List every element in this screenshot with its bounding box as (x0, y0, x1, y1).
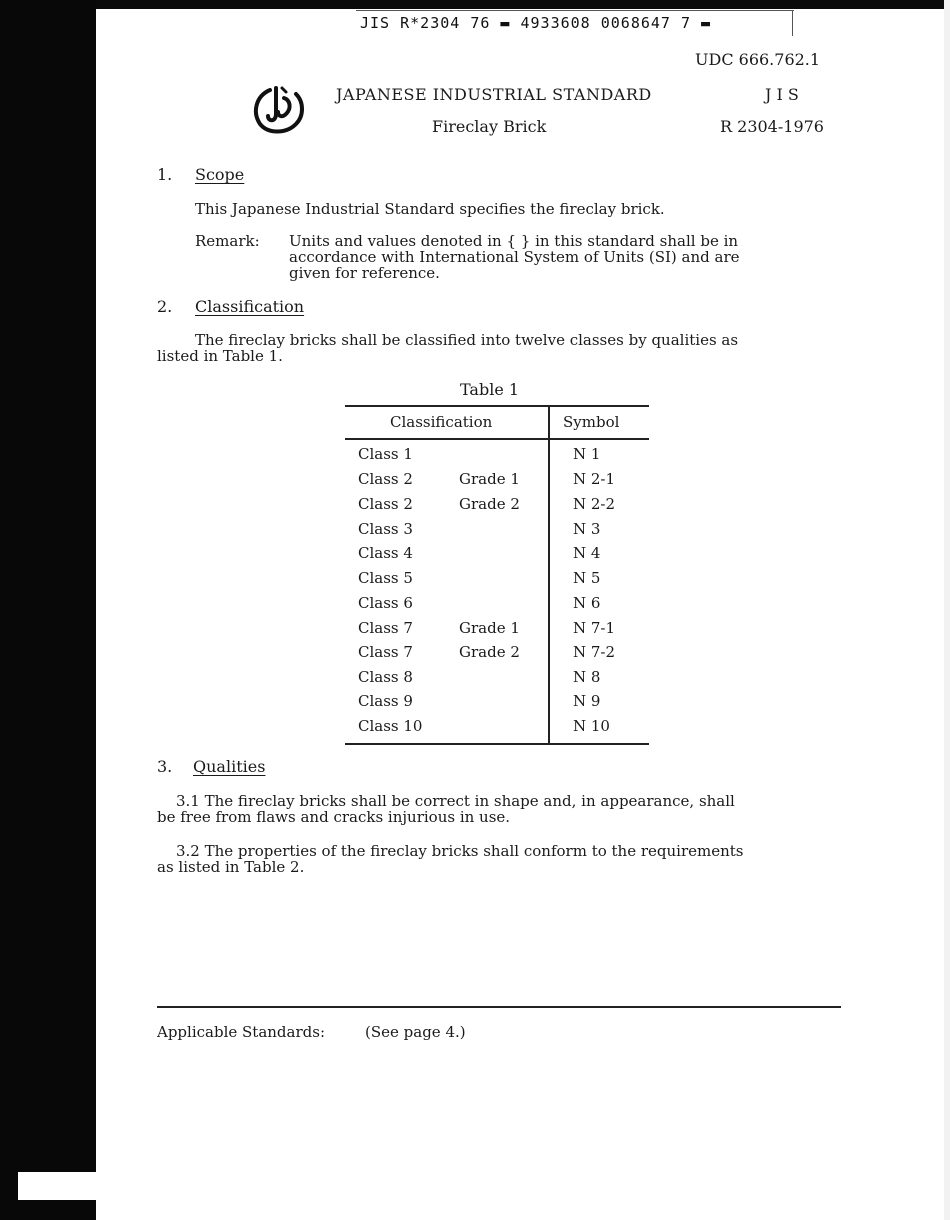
jis-label: J I S (765, 85, 799, 104)
row-grade: Grade 1 (459, 619, 520, 637)
header-code-tick (792, 10, 793, 36)
footer-rule (157, 1006, 841, 1008)
row-symbol: N 1 (573, 445, 601, 463)
row-class: Class 8 (358, 668, 413, 686)
header-code-line (356, 10, 794, 11)
scan-border-notch (18, 1172, 96, 1200)
qualities-number: 3. (157, 757, 173, 776)
classification-heading: Classification (195, 297, 305, 316)
row-symbol: N 10 (573, 717, 610, 735)
row-grade: Grade 1 (459, 470, 520, 488)
row-symbol: N 6 (573, 594, 601, 612)
row-class: Class 4 (358, 544, 413, 562)
table-header-symbol: Symbol (563, 413, 620, 431)
row-class: Class 10 (358, 717, 423, 735)
row-class: Class 5 (358, 569, 413, 587)
table-caption: Table 1 (460, 380, 520, 399)
qualities-3-2-line-2: as listed in Table 2. (157, 858, 305, 876)
classification-number: 2. (157, 297, 173, 316)
scope-text: This Japanese Industrial Standard specifies the fireclay brick. (195, 200, 665, 218)
standard-org-name: JAPANESE INDUSTRIAL STANDARD (336, 85, 652, 104)
row-class: Class 2 (358, 470, 413, 488)
row-symbol: N 8 (573, 668, 601, 686)
row-class: Class 1 (358, 445, 413, 463)
qualities-heading: Qualities (193, 757, 266, 776)
scan-border-top (96, 0, 950, 9)
row-grade: Grade 2 (459, 643, 520, 661)
row-symbol: N 9 (573, 692, 601, 710)
applicable-standards-label: Applicable Standards: (157, 1023, 325, 1041)
row-symbol: N 7-2 (573, 643, 616, 661)
row-symbol: N 4 (573, 544, 601, 562)
scan-border-right (944, 0, 950, 1220)
table-column-divider (548, 405, 550, 744)
applicable-standards-ref: (See page 4.) (365, 1023, 466, 1041)
qualities-3-1-line-1: 3.1 The fireclay bricks shall be correct in shape and, in appearance, shall (176, 792, 735, 810)
row-symbol: N 3 (573, 520, 601, 538)
row-class: Class 7 (358, 643, 413, 661)
qualities-3-1-line-2: be free from flaws and cracks injurious in use. (157, 808, 511, 826)
standard-number: R 2304-1976 (720, 117, 824, 136)
classification-line-1: The fireclay bricks shall be classified into twelve classes by qualities as (195, 331, 739, 349)
remark-line-2: accordance with International System of Units (SI) and are (289, 248, 740, 266)
classification-line-2: listed in Table 1. (157, 347, 283, 365)
table-top-rule (345, 405, 649, 407)
scope-number: 1. (157, 165, 173, 184)
udc-number: UDC 666.762.1 (695, 50, 821, 69)
document-code: JIS R*2304 76 ▬ 4933608 0068647 7 ▬ (360, 14, 712, 32)
scan-border-left (0, 0, 96, 1220)
remark-line-1: Units and values denoted in { } in this standard shall be in (289, 232, 739, 250)
row-class: Class 7 (358, 619, 413, 637)
jis-mark-logo (248, 80, 312, 140)
document-title: Fireclay Brick (432, 117, 547, 136)
table-header-rule (345, 438, 649, 440)
row-symbol: N 5 (573, 569, 601, 587)
row-class: Class 6 (358, 594, 413, 612)
row-symbol: N 7-1 (573, 619, 616, 637)
table-bottom-rule (345, 743, 649, 745)
row-class: Class 9 (358, 692, 413, 710)
qualities-3-2-line-1: 3.2 The properties of the fireclay bricks shall conform to the requirements (176, 842, 744, 860)
row-symbol: N 2-2 (573, 495, 616, 513)
row-class: Class 2 (358, 495, 413, 513)
row-class: Class 3 (358, 520, 413, 538)
row-symbol: N 2-1 (573, 470, 616, 488)
scope-heading: Scope (195, 165, 245, 184)
remark-label: Remark: (195, 232, 260, 250)
table-header-classification: Classification (390, 413, 493, 431)
row-grade: Grade 2 (459, 495, 520, 513)
remark-line-3: given for reference. (289, 264, 440, 282)
